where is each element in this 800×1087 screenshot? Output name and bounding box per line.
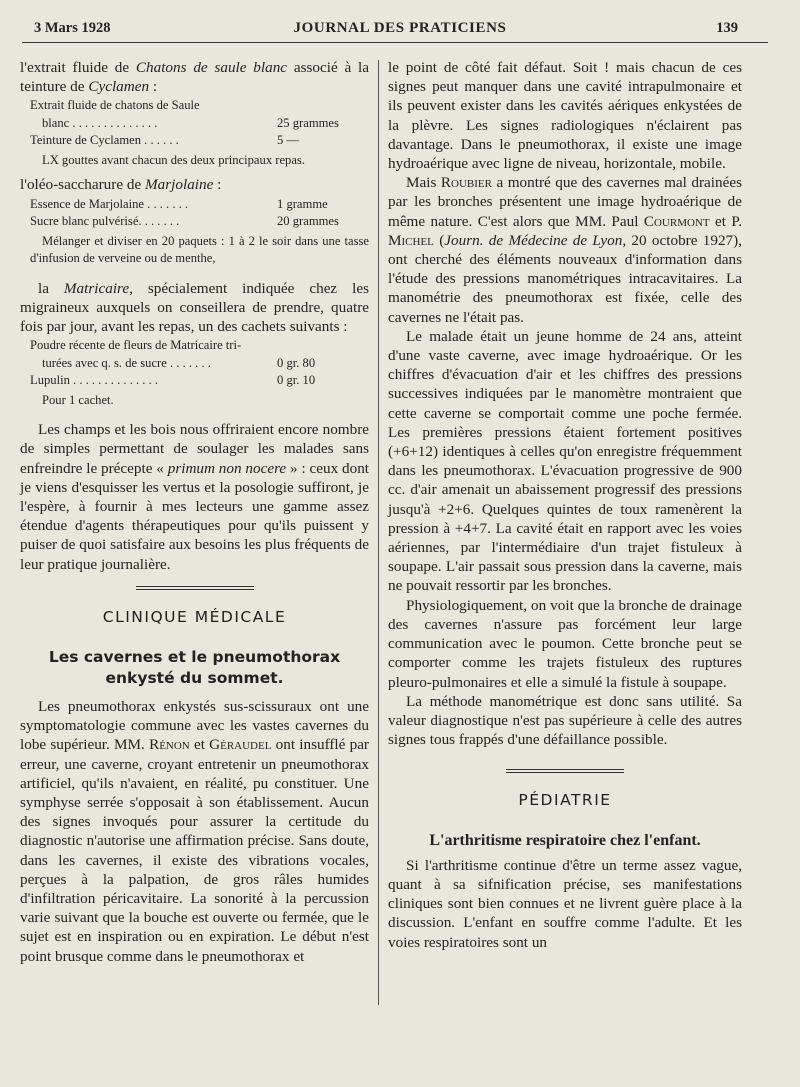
header-rule [22, 42, 768, 43]
recipe-saule [30, 97, 369, 169]
recipe-line: Teinture de Cyclamen . . . . . . 5 — [30, 133, 300, 148]
page-number: 139 [716, 20, 738, 36]
paragraph: Les champs et les bois nous offriraient encore nombre de simples permettant de soulager les malades sans enfreindre le précepte « primum non nocere » : ceux dont je viens d'esquisser les vertus et la posologie suffiront, je l'espère, à fournir à mes lecteurs une gamme assez étendue d'agents thérapeutiques pour qu'ils puissent y puiser de quoi satisfaire aux besoins les plus fréquents de leur pratique journalière. [20, 421, 370, 573]
paragraph: la Matricaire, spécialement indiquée chez les migraineux auxquels on conseillera de prendre, quatre fois par jour, avant les repas, un des cachets suivants : [20, 279, 369, 336]
section-separator [388, 769, 742, 773]
recipe-matricaire [30, 337, 369, 409]
recipe-note: Mélanger et diviser en 20 paquets : 1 à 2 le soir dans une tasse d'infusion de verveine ou de menthe, [30, 233, 369, 266]
article-title: Les cavernes et le pneumothorax enkysté du sommet. [48, 648, 341, 688]
recipe-line: Sucre blanc pulvérisé. . . . . . . 20 grammes [30, 214, 339, 229]
article-title: L'arthritisme respiratoire chez l'enfant. [429, 831, 701, 849]
journal-title: JOURNAL DES PRATICIENS [293, 20, 507, 36]
recipe-line: Lupulin . . . . . . . . . . . . . . 0 gr. 10 [30, 373, 316, 388]
recipe-line: turées avec q. s. de sucre . . . . . . . 0 gr. 80 [42, 355, 316, 370]
section-title: PÉDIATRIE [518, 791, 612, 810]
section-separator [20, 586, 369, 590]
recipe-line: Poudre récente de fleurs de Matricaire tri- [30, 338, 242, 353]
paragraph: Mais Roubier a montré que des cavernes mal drainées par les bronches présentent une image hydroaérique de même nature. C'est alors que MM. Paul Courmont et P. Michel (Journ. de Médecine de Lyon, 20 octobre 1927), ont cherché des éléments nouveaux d'information dans l'étude des pressions manométriques intracavitaires. La manométrie des pneumothorax est fixée, celle des cavernes ne l'était pas. [388, 174, 742, 326]
column-divider [378, 60, 379, 1005]
recipe-note: Pour 1 cachet. [42, 392, 114, 407]
recipe-line: Essence de Marjolaine . . . . . . . 1 gramme [30, 196, 328, 211]
paragraph: Les pneumothorax enkystés sus-scissuraux ont une symptomatologie commune avec les vastes cavernes du lobe supérieur. MM. Rénon et Géraudel ont insufflé par erreur, une caverne, croyant entretenir un pneumothorax artificiel, qu'ils n'avaient, en réalité, pu constituer. Une symphyse serrée s'opposait à son établissement. Aucun des signes invoqués pour assurer la certitude du diagnostic n'autorise une affirmation précise. Sans doute, dans les cavernes, il existe des vibrations vocales, perçues à la palpation, de gros râles humides d'infiltration péricavitaire. La sonorité à la percussion varie suivant que la bouche est ouverte ou fermée, que le sujet est en inspiration ou en expiration. Le début n'est point brusque comme dans le pneumothorax et [20, 698, 369, 965]
paragraph: l'oléo-saccharure de Marjolaine : [20, 176, 222, 194]
right-column [388, 58, 742, 952]
recipe-marjolaine [30, 196, 369, 268]
paragraph: Le malade était un jeune homme de 24 ans, atteint d'une vaste caverne, avec image hydroaérique. Or les chiffres d'évacuation d'air et les chiffres des pressions successives indiquées par le manomètre montraient que cette caverne se comportait comme une poche fermée. Les premières pressions étaient fortement positives (+6+12) identiques à celles qu'on enregistre fréquemment dans les pneumothorax. L'évacuation progressive de 900 cc. d'air amenait un abaissement progressif des pressions jusqu'à +2+6. Quelques quintes de toux ramenèrent la pression à +4+7. La cavité était en rapport avec les voies aériennes, par l'intermédiaire d'un trajet fistuleux à soupape. L'air passait sous pression dans la caverne, mais ne pouvait ressortir par les bronches. [388, 327, 742, 595]
paragraph: l'extrait fluide de Chatons de saule blanc associé à la teinture de Cyclamen : [20, 59, 369, 96]
paragraph: Physiologiquement, on voit que la bronche de drainage des cavernes n'assure pas forcément leur large communication avec le poumon. Cette bronche peut se comporter comme les trajets fistuleux des ruptures pleuro-pulmonaires et elle a simulé la fistule à soupape. [388, 596, 742, 691]
issue-date: 3 Mars 1928 [34, 20, 111, 36]
recipe-line: Extrait fluide de chatons de Saule [30, 98, 200, 113]
paragraph: La méthode manométrique est donc sans utilité. Sa valeur diagnostique n'est pas supérieure à celle des autres signes tous frappés d'une défaillance possible. [388, 692, 742, 749]
paragraph: Si l'arthritisme continue d'être un terme assez vague, quant à sa sifnification précise, ses manifestations cliniques sont bien connues et ne livrent guère place à la discussion. L'enfant en souffre comme l'adulte. Et les voies respiratoires sont un [388, 856, 742, 951]
left-column [20, 58, 369, 966]
section-title: CLINIQUE MÉDICALE [102, 607, 287, 626]
paragraph: le point de côté fait défaut. Soit ! mais chacun de ces signes peut manquer dans une cavité intrapulmonaire et ils peuvent exister dans les cavités aériques enkystées de la plèvre. Les signes radiologiques n'éclairent pas davantage. Dans le pneumothorax, il existe une image hydroaérique avec ligne de niveau, horizontale, mobile. [388, 59, 742, 173]
recipe-note: LX gouttes avant chacun des deux principaux repas. [42, 152, 305, 167]
recipe-line: blanc . . . . . . . . . . . . . . 25 grammes [42, 115, 339, 130]
